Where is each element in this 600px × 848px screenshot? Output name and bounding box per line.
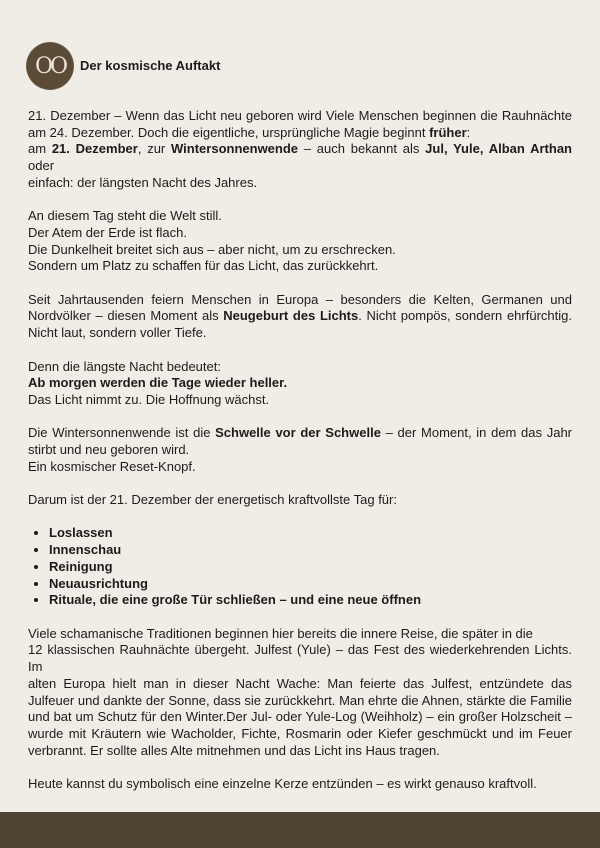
text-line [28,442,572,459]
text: am [28,141,52,157]
text: Denn die längste Nacht bedeutet: [28,358,221,374]
paragraph [28,108,572,192]
bold-text: Neugeburt des Lichts [223,308,359,324]
bullet-list [28,525,572,609]
list-item: • Innenschau [49,542,572,559]
paragraph [28,492,572,509]
text: stirbt und neu geboren wird. [28,442,190,457]
text-line [28,325,572,342]
text-line [28,208,572,225]
paragraph [28,776,572,793]
text: einfach: der längsten Nacht des Jahres. [28,174,258,190]
text: alten Europa hielt man in dieser Nacht Wache: Man feierte das Julfest, entzündete das [28,675,572,691]
text-line [28,626,572,643]
paragraphs-intro [28,108,572,509]
text-line [28,743,572,760]
text-line [28,459,572,476]
bold-text: Jul, Yule, Alban Arthan [425,141,572,157]
text-line [28,392,572,409]
list-item: • Reinigung [49,559,572,576]
text: – der Moment, in dem das Jahr [380,425,572,441]
page-title: Der kosmische Auftakt [80,58,221,73]
text: Die Wintersonnenwende ist die [28,425,216,441]
text-line [28,225,572,242]
logo-text: OO [34,53,66,79]
text: Sondern um Platz zu schaffen für das Licht, das zurückkehrt. [28,258,379,274]
paragraph [28,292,572,342]
list-item: • Neuausrichtung [49,576,572,593]
text: Nordvölker – diesen Moment als [28,308,224,324]
footer-bar [0,812,600,848]
bold-text: 21. Dezember [51,141,138,157]
text: Julfeuer und dankte der Sonne, dass sie zurückkehrt. Man ehrte die Ahnen, stärkte die Familie [28,692,572,708]
bold-text: Wintersonnenwende [171,141,299,157]
text: An diesem Tag steht die Welt still. [28,208,222,224]
document-body [28,108,572,809]
text: wurde mit Kräutern wie Wacholder, Fichte, Rosmarin oder Kiefer geschmückt und im Feuer [28,725,572,741]
text-line [28,308,572,325]
bold-text: früher [429,124,467,140]
text-line [28,492,572,509]
paragraph [28,626,572,760]
text: Ein kosmischer Reset-Knopf. [28,458,196,474]
text-line [28,693,572,710]
text-line [28,709,572,726]
list-item: • Loslassen [49,525,572,542]
text-line [28,676,572,693]
text: Seit Jahrtausenden feiern Menschen in Europa – besonders die Kelten, Germanen und [28,291,572,307]
text: Der Atem der Erde ist flach. [28,224,187,240]
text-line [28,375,572,392]
bold-text: Schwelle vor der Schwelle [215,425,381,441]
logo-badge [27,43,73,89]
text: Die Dunkelheit breitet sich aus – aber nicht, um zu erschrecken. [28,241,396,257]
text-line [28,175,572,192]
paragraph [28,359,572,409]
paragraph [28,208,572,275]
text-line [28,776,572,793]
text: Das Licht nimmt zu. Die Hoffnung wächst. [28,391,270,407]
text-line [28,292,572,309]
text-line [28,258,572,275]
paragraph [28,425,572,475]
text-line [28,425,572,442]
text: 12 klassischen Rauhnächte übergeht. Julfest (Yule) – das Fest des wiederkehrenden Lichts. Im [28,642,572,675]
list-item: • Rituale, die eine große Tür schließen – und eine neue öffnen [49,592,572,609]
text: verbrannt. Er sollte alles Alte mitnehmen und das Licht ins Haus tragen. [28,742,440,758]
bold-text: Ab morgen werden die Tage wieder heller. [28,375,288,391]
text: am 24. Dezember. Doch die eigentliche, ursprüngliche Magie beginnt [28,124,430,140]
text-line [28,642,572,675]
text-line [28,125,572,142]
text: : [466,124,471,140]
paragraphs-outro [28,626,572,793]
text: oder [28,158,55,174]
text: und bat um Schutz für den Winter.Der Jul- oder Yule-Log (Weihholz) – ein großer Holzscheit – [28,709,572,725]
text: Nicht laut, sondern voller Tiefe. [28,325,207,341]
text: Viele schamanische Traditionen beginnen hier bereits die innere Reise, die später in die [28,625,533,641]
text: – auch bekannt als [298,141,426,157]
text: 21. Dezember – Wenn das Licht neu geboren wird Viele Menschen beginnen die Rauhnächte [28,108,572,123]
text: . Nicht pompös, sondern ehrfürchtig. [358,308,572,324]
text-line [28,242,572,259]
text-line [28,108,572,125]
text-line [28,141,572,174]
text: Heute kannst du symbolisch eine einzelne Kerze entzünden – es wirkt genauso kraftvoll. [28,776,537,791]
text: , zur [137,141,172,157]
text-line [28,359,572,376]
text: Darum ist der 21. Dezember der energetisch kraftvollste Tag für: [28,492,397,508]
text-line [28,726,572,743]
